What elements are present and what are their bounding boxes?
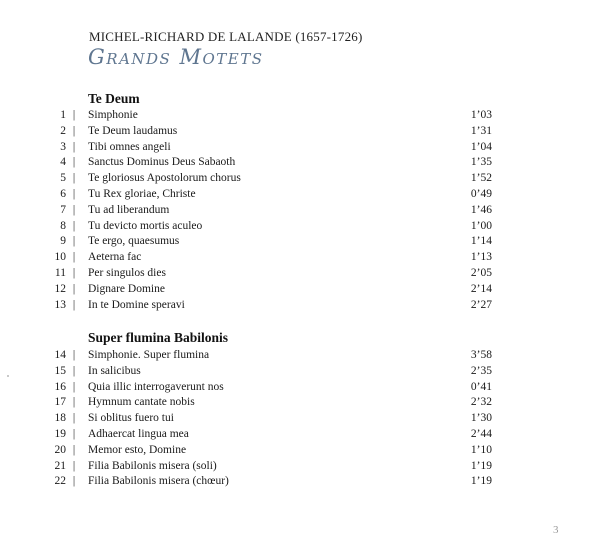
track-row [0,347,599,363]
track-duration: 3’58 [470,349,492,361]
track-duration: 1’03 [470,109,492,121]
track-duration: 2’35 [470,364,492,377]
track-number: 8 [60,219,66,232]
track-row [0,249,599,265]
track-row [0,379,599,395]
track-number: 7 [60,203,66,216]
track-row [0,123,599,139]
track-duration: 1’19 [470,475,492,488]
track-duration: 1’35 [470,156,492,169]
track-separator: | [72,124,76,137]
track-number: 9 [60,235,66,248]
track-separator: | [72,364,76,377]
track-duration: 0’41 [470,380,492,393]
track-separator: | [72,156,76,169]
track-separator: | [72,459,76,472]
track-separator: | [72,349,76,361]
track-row [0,363,599,379]
track-duration: 1’00 [470,219,492,232]
track-title: Filia Babilonis misera (soli) [88,459,217,472]
track-title: In salicibus [88,364,141,377]
track-duration: 1’46 [470,203,492,216]
track-number: 10 [54,251,66,264]
track-number: 18 [54,412,66,425]
track-separator: | [72,203,76,216]
track-row [0,265,599,281]
track-title: Aeterna fac [88,251,142,264]
track-duration: 2’14 [470,282,492,295]
track-row [0,410,599,426]
track-separator: | [72,251,76,264]
track-duration: 1’30 [470,412,492,425]
composer-name: MICHEL-RICHARD DE LALANDE [89,29,292,44]
track-title: Adhaercat lingua mea [88,428,189,440]
track-row [0,394,599,410]
track-separator: | [72,235,76,248]
track-number: 19 [54,428,66,440]
track-duration: 1’13 [470,251,492,264]
track-number: 22 [54,475,66,488]
composer-line [89,29,363,45]
track-title: Hymnum cantate nobis [88,396,195,409]
track-row [0,426,599,442]
track-row [0,281,599,297]
track-title: Memor esto, Domine [88,443,187,456]
track-duration: 1’14 [470,235,492,248]
track-separator: | [72,109,76,121]
track-separator: | [72,412,76,425]
track-row [0,186,599,202]
track-duration: 2’32 [470,396,492,409]
track-title: Tibi omnes angeli [88,140,171,153]
track-row [0,139,599,155]
track-number: 2 [60,124,66,137]
track-separator: | [72,282,76,295]
track-number: 3 [60,140,66,153]
track-title: Simphonie. Super flumina [88,349,210,361]
track-row [0,442,599,458]
track-separator: | [72,298,76,311]
track-number: 16 [54,380,66,393]
track-separator: | [72,380,76,393]
track-number: 17 [54,396,66,409]
section-title: Super flumina Babilonis [88,330,229,345]
track-separator: | [72,172,76,185]
track-number: 6 [60,188,66,200]
track-title: Per singulos dies [88,267,166,279]
track-number: 1 [60,109,66,121]
track-number: 20 [54,443,66,456]
track-title: Filia Babilonis misera (chœur) [88,475,229,488]
track-title: Quia illic interrogaverunt nos [88,380,224,393]
track-title: Tu Rex gloriae, Christe [88,188,196,200]
track-title: In te Domine speravi [88,298,185,311]
track-number: 21 [54,459,66,472]
track-number: 15 [54,364,66,377]
composer-dates: (1657-1726) [295,29,363,44]
section-title: Te Deum [88,91,140,106]
track-separator: | [72,396,76,409]
track-duration: 2’05 [470,267,492,279]
track-separator: | [72,188,76,200]
track-duration: 0’49 [470,188,492,200]
track-duration: 1’04 [470,140,492,153]
track-title: Simphonie [88,109,138,121]
track-row [0,233,599,249]
track-row [0,170,599,186]
track-title: Tu ad liberandum [88,203,170,216]
track-number: 12 [54,282,66,295]
track-number: 11 [54,267,66,279]
track-number: 14 [54,349,66,361]
track-duration: 2’27 [470,298,492,311]
track-separator: | [72,443,76,456]
track-duration: 1’31 [470,124,492,137]
track-title: Si oblitus fuero tui [88,412,174,425]
scan-speck [7,375,9,377]
track-title: Te Deum laudamus [88,124,178,137]
track-duration: 1’52 [470,172,492,185]
track-row [0,297,599,313]
track-duration: 1’10 [470,443,492,456]
track-duration: 1’19 [470,459,492,472]
track-row [0,458,599,474]
track-title: Te ergo, quaesumus [88,235,180,248]
track-row [0,218,599,234]
track-row [0,473,599,489]
track-title: Tu devicto mortis aculeo [88,219,203,232]
track-number: 4 [60,156,66,169]
track-row [0,202,599,218]
page-number: 3 [553,524,559,536]
track-row [0,154,599,170]
track-title: Dignare Domine [88,282,165,295]
track-separator: | [72,428,76,440]
track-separator: | [72,219,76,232]
album-title: Grands Motets [88,45,264,69]
track-separator: | [72,475,76,488]
track-row [0,107,599,123]
track-separator: | [72,267,76,279]
track-title: Te gloriosus Apostolorum chorus [88,172,241,185]
track-separator: | [72,140,76,153]
track-number: 13 [54,298,66,311]
track-duration: 2’44 [470,428,492,440]
track-title: Sanctus Dominus Deus Sabaoth [88,156,236,169]
track-number: 5 [60,172,66,185]
